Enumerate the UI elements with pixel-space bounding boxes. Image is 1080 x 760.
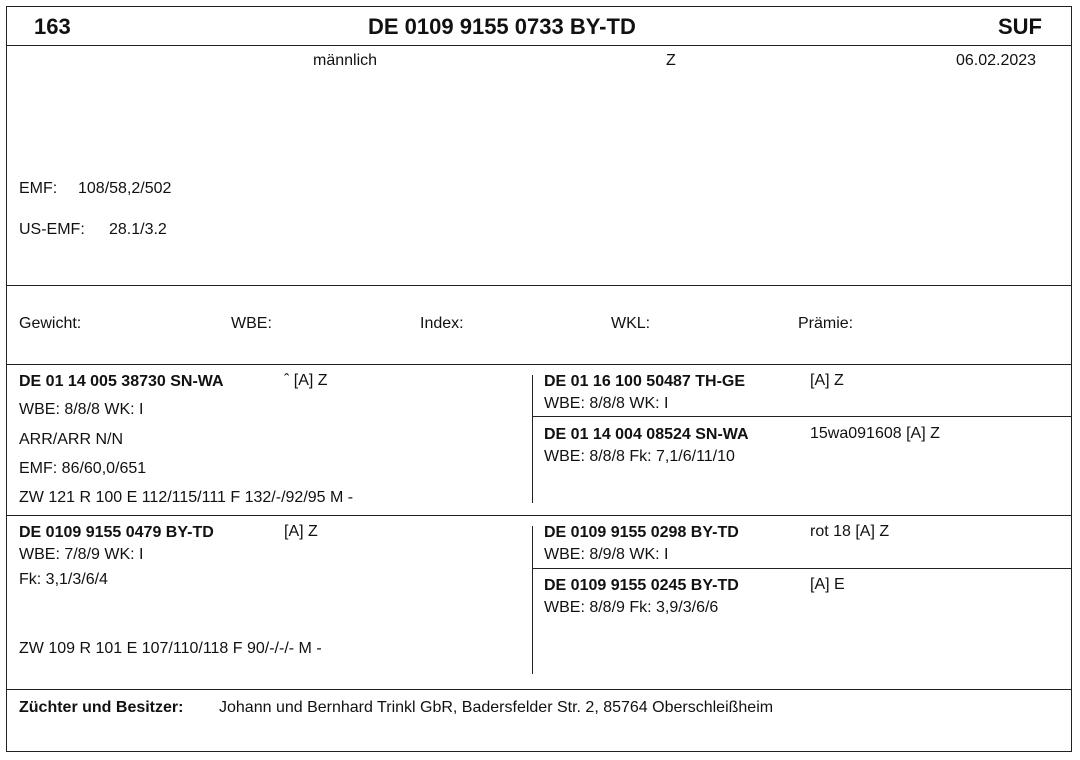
mother-father-wbe: WBE: 8/9/8 WK: I [544,546,669,563]
catalog-number: 163 [34,14,71,39]
father-emf: EMF: 86/60,0/651 [19,460,147,477]
father-id: DE 01 14 005 38730 SN-WA [19,373,224,390]
us-emf-label: US-EMF: [19,221,85,238]
father-column-divider [532,375,533,503]
mother-id: DE 0109 9155 0479 BY-TD [19,524,214,541]
father-mother-id: DE 01 14 004 08524 SN-WA [544,426,749,443]
mother-mother-marks: [A] E [810,576,845,593]
breed-code: SUF [998,14,1042,39]
index-label: Index: [420,315,464,332]
mother-breeding-values: ZW 109 R 101 E 107/110/118 F 90/-/-/- M - [19,640,322,657]
mother-mother-wbe: WBE: 8/8/9 Fk: 3,9/3/6/6 [544,599,719,616]
wkl-label: WKL: [611,315,651,332]
father-marks: ˆ [A] Z [284,372,328,389]
father-genotype: ARR/ARR N/N [19,431,124,448]
ear-tag-title: DE 0109 9155 0733 BY-TD [368,14,636,39]
mother-column-divider [532,526,533,674]
wbe-label: WBE: [231,315,272,332]
father-father-wbe: WBE: 8/8/8 WK: I [544,395,669,412]
info-divider [6,285,1072,286]
ratings-divider [6,364,1072,365]
breeder-label: Züchter und Besitzer: [19,699,184,716]
mother-mother-id: DE 0109 9155 0245 BY-TD [544,577,739,594]
mother-father-marks: rot 18 [A] Z [810,523,890,540]
premium-label: Prämie: [798,315,854,332]
weight-label: Gewicht: [19,315,82,332]
mother-father-id: DE 0109 9155 0298 BY-TD [544,524,739,541]
father-breeding-values: ZW 121 R 100 E 112/115/111 F 132/-/92/95 M - [19,489,354,506]
emf-value: 108/58,2/502 [78,180,172,197]
mother-grandparents-divider [532,568,1072,569]
breeder-value: Johann und Bernhard Trinkl GbR, Badersfelder Str. 2, 85764 Oberschleißheim [219,699,774,716]
herdbook-code: Z [666,52,676,69]
breeder-divider [6,689,1072,690]
mother-fk: Fk: 3,1/3/6/4 [19,571,108,588]
father-mother-wbe: WBE: 8/8/8 Fk: 7,1/6/11/10 [544,448,735,465]
header-divider [6,45,1072,46]
father-father-marks: [A] Z [810,372,844,389]
emf-label: EMF: [19,180,58,197]
sex-value: männlich [313,52,378,69]
mother-marks: [A] Z [284,523,318,540]
mother-wbe: WBE: 7/8/9 WK: I [19,546,144,563]
father-wbe: WBE: 8/8/8 WK: I [19,401,144,418]
father-grandparents-divider [532,416,1072,417]
father-father-id: DE 01 16 100 50487 TH-GE [544,373,746,390]
father-mother-marks: 15wa091608 [A] Z [810,425,940,442]
us-emf-value: 28.1/3.2 [109,221,167,238]
parents-divider [6,515,1072,516]
birth-date: 06.02.2023 [956,52,1037,69]
